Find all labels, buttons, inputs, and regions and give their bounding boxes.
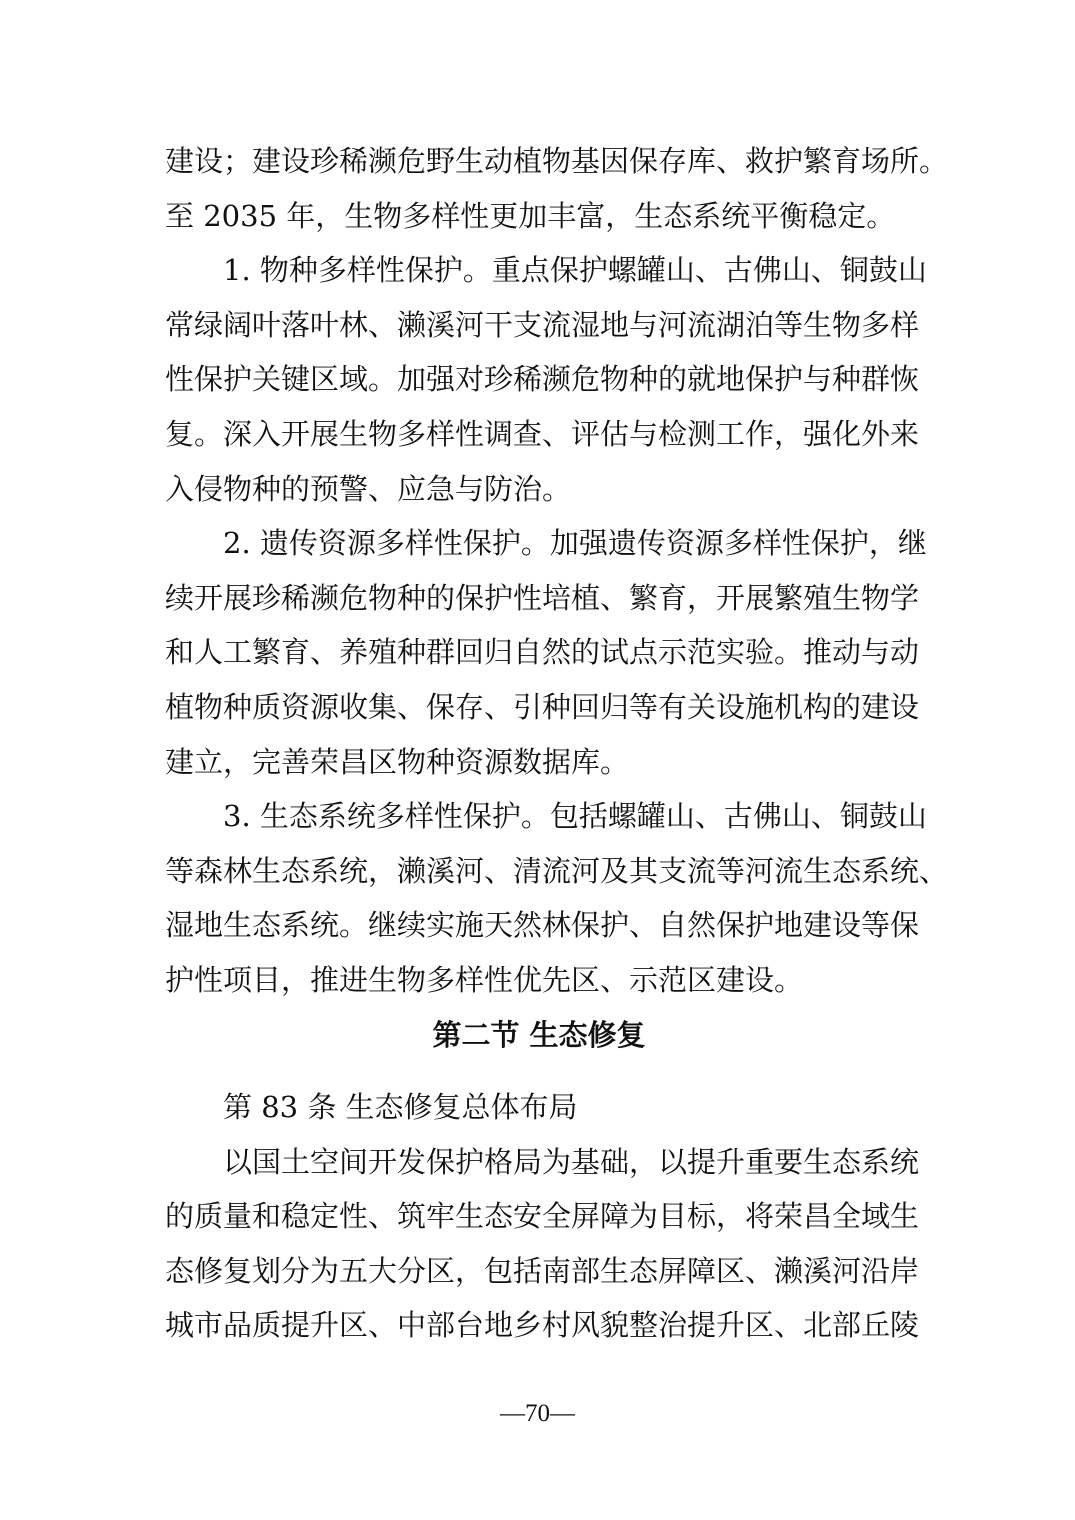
document-body <box>165 134 949 1353</box>
text-line: 性保护关键区域。加强对珍稀濒危物种的就地保护与种群恢 <box>165 362 920 397</box>
text-line: 植物种质资源收集、保存、引种回归等有关设施机构的建设 <box>165 689 920 724</box>
text-line: 入侵物种的预警、应急与防治。 <box>165 471 572 506</box>
text-line: 2. 遗传资源多样性保护。加强遗传资源多样性保护，继 <box>223 526 927 561</box>
text-line: 建立，完善荣昌区物种资源数据库。 <box>165 744 630 779</box>
text-line: 3. 生态系统多样性保护。包括螺罐山、古佛山、铜鼓山 <box>223 799 927 834</box>
text-line: 护性项目，推进生物多样性优先区、示范区建设。 <box>165 962 804 997</box>
page-number: —70— <box>500 1400 575 1427</box>
paragraph <box>165 134 949 243</box>
section-heading: 第二节 生态修复 <box>432 1017 646 1052</box>
text-line: 等森林生态系统，濑溪河、清流河及其支流等河流生态系统、 <box>165 853 949 888</box>
text-line: 的质量和稳定性、筑牢生态安全屏障为目标，将荣昌全域生 <box>165 1199 920 1234</box>
text-line: 常绿阔叶落叶林、濑溪河干支流湿地与河流湖泊等生物多样 <box>165 307 920 342</box>
article-title: 第 83 条 生态修复总体布局 <box>223 1090 578 1125</box>
paragraph <box>165 1135 920 1353</box>
text-line: 城市品质提升区、中部台地乡村风貌整治提升区、北部丘陵 <box>165 1308 920 1343</box>
text-line: 续开展珍稀濒危物种的保护性培植、繁育，开展繁殖生物学 <box>165 580 920 615</box>
paragraph <box>165 516 927 789</box>
text-line: 和人工繁育、养殖种群回归自然的试点示范实验。推动与动 <box>165 635 920 670</box>
text-line: 至 2035 年，生物多样性更加丰富，生态系统平衡稳定。 <box>165 198 896 233</box>
text-line: 以国土空间开发保护格局为基础，以提升重要生态系统 <box>223 1144 920 1179</box>
paragraph <box>165 243 927 516</box>
text-line: 态修复划分为五大分区，包括南部生态屏障区、濑溪河沿岸 <box>165 1253 920 1288</box>
text-line: 复。深入开展生物多样性调查、评估与检测工作，强化外来 <box>165 416 920 451</box>
spacer <box>165 1062 913 1080</box>
paragraph <box>165 789 949 1007</box>
text-line: 建设；建设珍稀濒危野生动植物基因保存库、救护繁育场所。 <box>165 144 949 178</box>
text-line: 1. 物种多样性保护。重点保护螺罐山、古佛山、铜鼓山 <box>223 253 927 288</box>
text-line: 湿地生态系统。继续实施天然林保护、自然保护地建设等保 <box>165 908 920 943</box>
